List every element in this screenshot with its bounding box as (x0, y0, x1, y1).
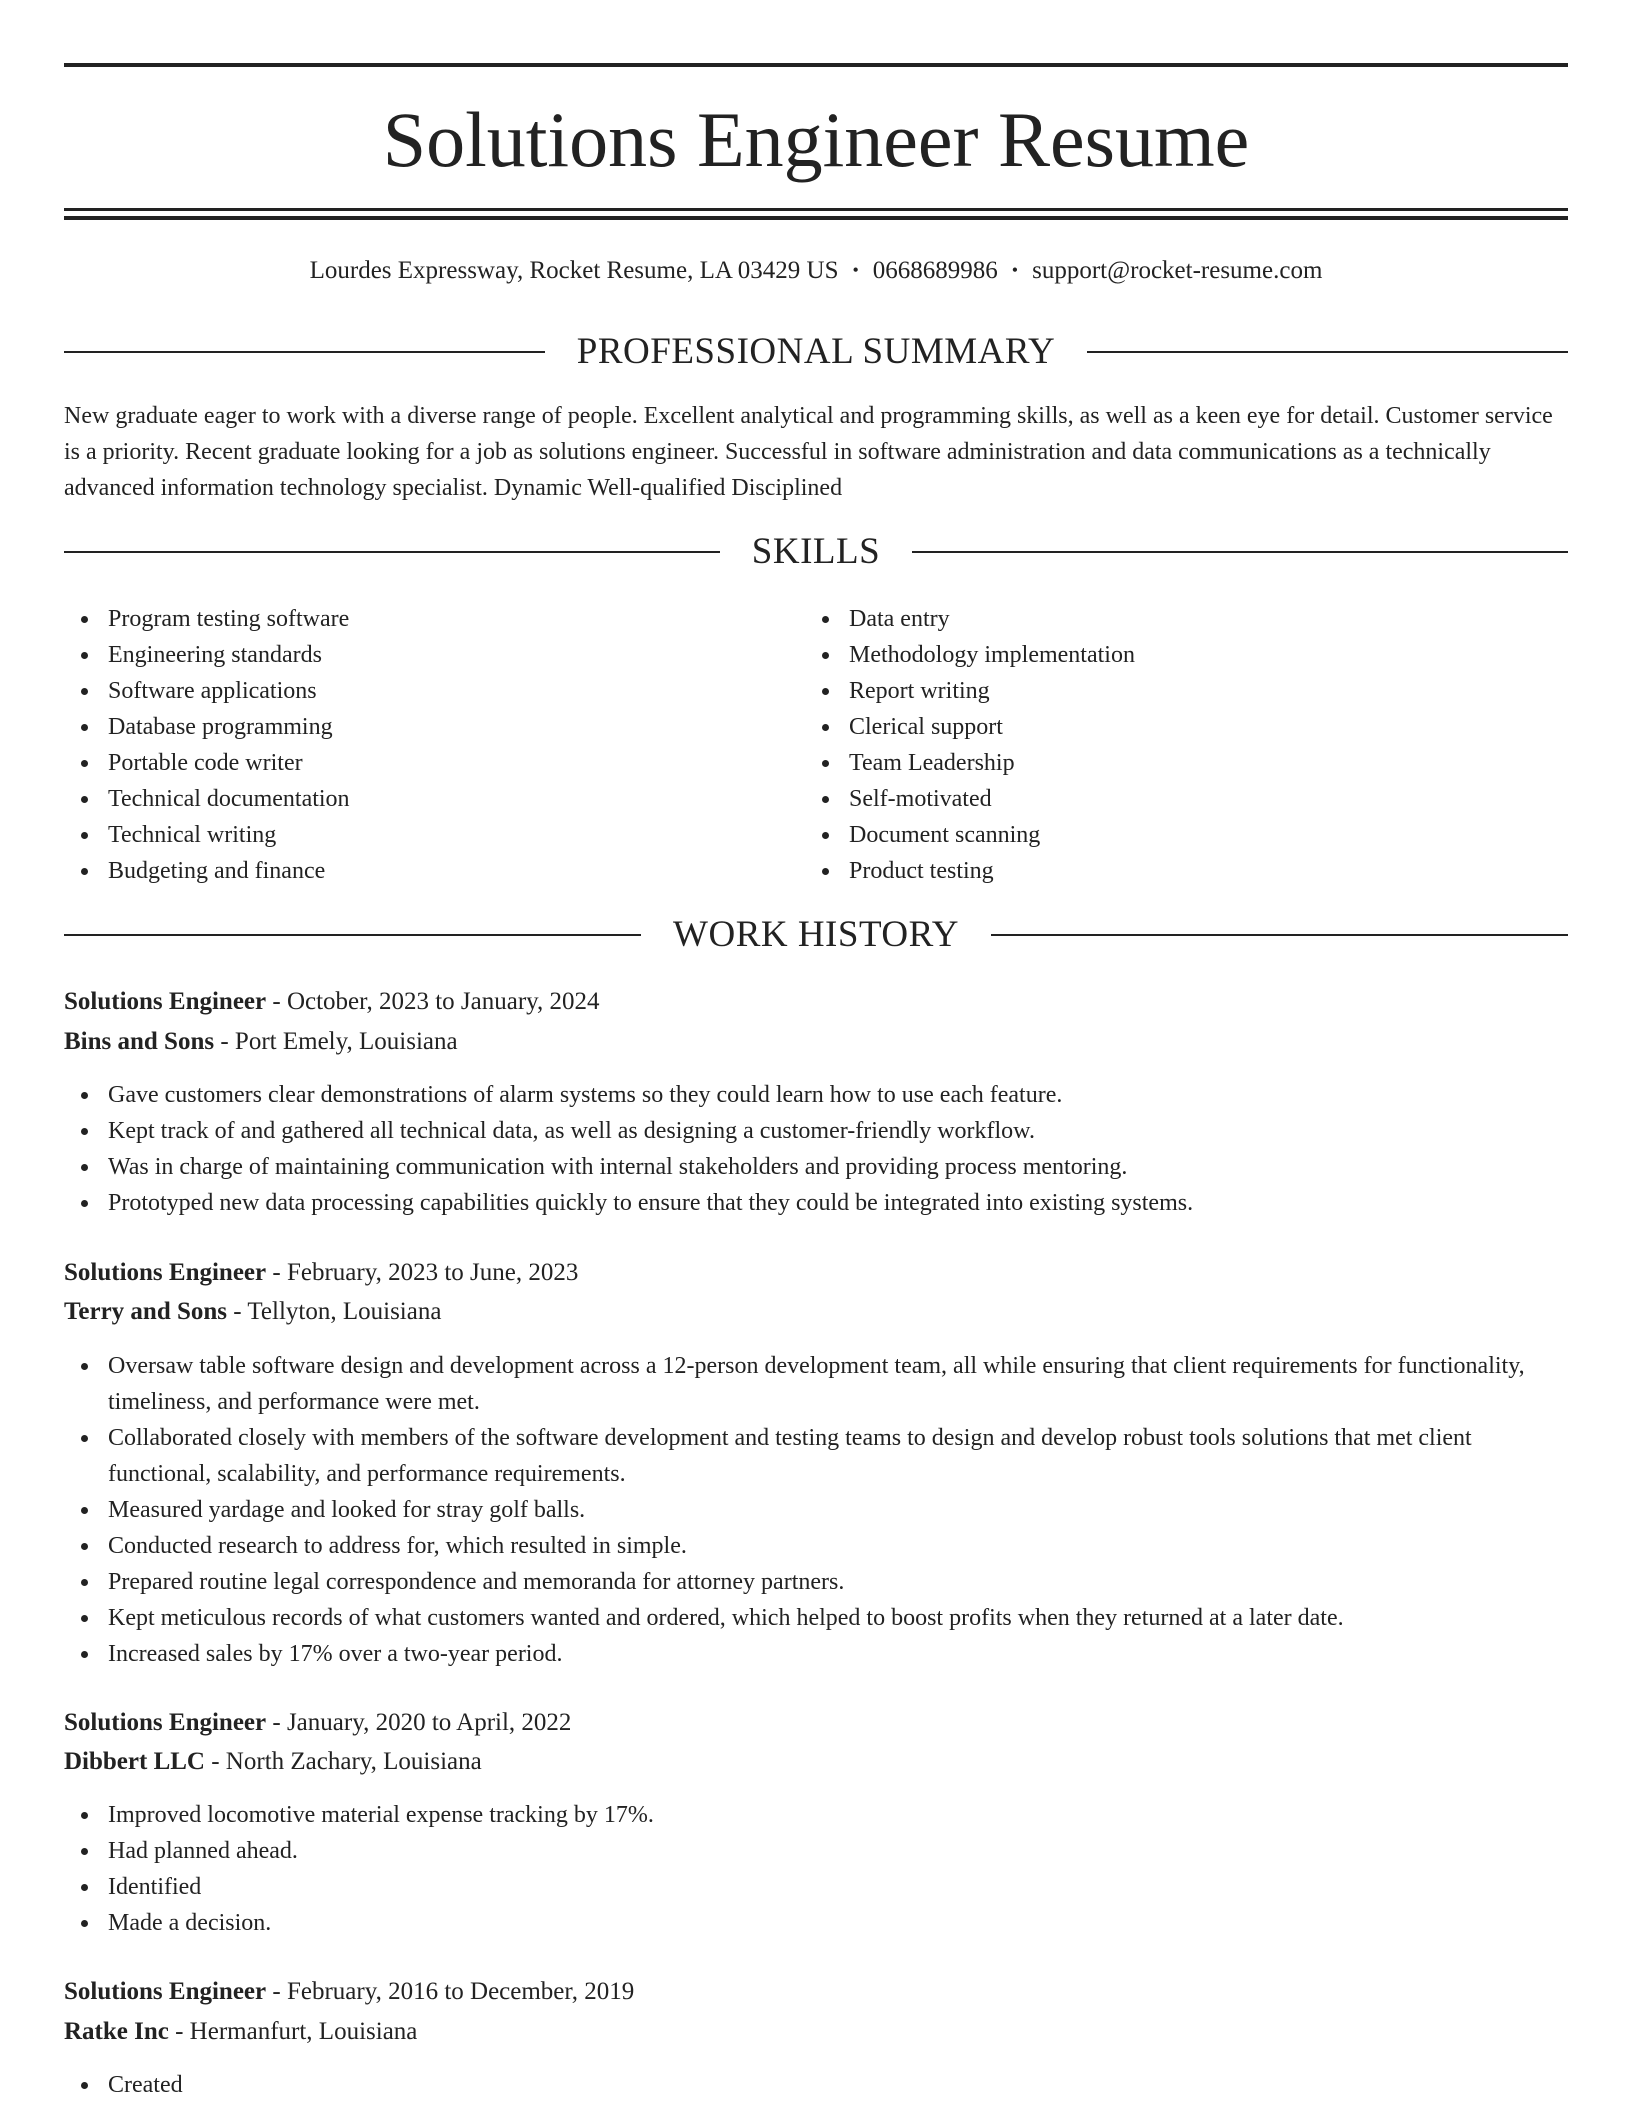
skills-list-right (805, 601, 1135, 889)
title-rule-lower (64, 216, 1568, 220)
job-bullets (64, 1348, 1568, 1672)
job-bullet: Prototyped new data processing capabilities quickly to ensure that they could be integrated into existing systems. (108, 1185, 1568, 1221)
job-company-line (64, 2014, 1568, 2050)
job-title: Solutions Engineer (64, 1259, 267, 1286)
job-company-line (64, 1744, 1568, 1780)
job-bullet: Identified (108, 1869, 1568, 1905)
job-location: - Port Emely, Louisiana (214, 1028, 458, 1055)
summary-heading-label: PROFESSIONAL SUMMARY (576, 331, 1056, 372)
job-title-line (64, 1974, 1568, 2010)
skill-item: Engineering standards (108, 637, 350, 673)
skill-item: Data entry (849, 601, 1135, 637)
job-bullet: Created (108, 2067, 1568, 2103)
job-title-line (64, 1255, 1568, 1291)
skill-item: Database programming (108, 709, 350, 745)
skill-item: Document scanning (849, 817, 1135, 853)
work-section-heading (64, 913, 1568, 957)
contact-phone: 0668689986 (872, 257, 998, 284)
contact-email: support@rocket-resume.com (1032, 257, 1323, 284)
heading-rule (64, 551, 720, 553)
job-bullets (64, 2067, 1568, 2103)
job-bullet: Increased sales by 17% over a two-year period. (108, 1636, 1568, 1672)
skills-heading-label: SKILLS (751, 531, 881, 572)
job-bullet: Oversaw table software design and development across a 12-person development team, all while ensuring that client requirements for functionality, timeliness, and performance were met. (108, 1348, 1568, 1420)
title-rule-upper (64, 208, 1568, 211)
job-bullet: Improved locomotive material expense tracking by 17%. (108, 1797, 1568, 1833)
skill-item: Self-motivated (849, 781, 1135, 817)
skill-item: Budgeting and finance (108, 853, 350, 889)
contact-address: Lourdes Expressway, Rocket Resume, LA 03429 US (309, 257, 839, 284)
job-title-line (64, 984, 1568, 1020)
skill-item: Clerical support (849, 709, 1135, 745)
top-rule (64, 63, 1568, 67)
job-company: Dibbert LLC (64, 1748, 205, 1775)
job-dates: - February, 2016 to December, 2019 (266, 1978, 635, 2005)
job-bullets (64, 1077, 1568, 1221)
heading-rule (64, 934, 641, 936)
job-dates: - January, 2020 to April, 2022 (266, 1709, 572, 1736)
job-bullet: Collaborated closely with members of the software development and testing teams to design and develop robust tools solutions that met client functional, scalability, and performance requirements. (108, 1420, 1568, 1492)
job-dates: - October, 2023 to January, 2024 (266, 988, 600, 1015)
job-bullet: Made a decision. (108, 1905, 1568, 1941)
job-bullet: Conducted research to address for, which resulted in simple. (108, 1528, 1568, 1564)
professional-summary: New graduate eager to work with a diverse range of people. Excellent analytical and programming skills, as well as a keen eye for detail. Customer service is a priority. Recent graduate looking for a job as solutions engineer. Successful in software administration and data communications as a technically advanced information technology specialist. Dynamic Well-qualified Disciplined (64, 403, 1553, 501)
job-location: - Tellyton, Louisiana (227, 1298, 442, 1325)
contact-separator: • (1011, 260, 1019, 281)
job-location: - North Zachary, Louisiana (204, 1748, 482, 1775)
summary-section-heading (64, 330, 1568, 374)
skill-item: Product testing (849, 853, 1135, 889)
skills-list-left (64, 601, 350, 889)
job-company-line (64, 1024, 1568, 1060)
job-bullet: Measured yardage and looked for stray golf balls. (108, 1492, 1568, 1528)
page-title: Solutions Engineer Resume (382, 96, 1250, 183)
job-bullet: Was in charge of maintaining communication with internal stakeholders and providing process mentoring. (108, 1149, 1568, 1185)
job-company-line (64, 1294, 1568, 1330)
job-bullet: Prepared routine legal correspondence and memoranda for attorney partners. (108, 1564, 1568, 1600)
heading-rule (912, 551, 1568, 553)
heading-rule (1087, 351, 1568, 353)
job-dates: - February, 2023 to June, 2023 (266, 1259, 579, 1286)
skill-item: Technical writing (108, 817, 350, 853)
skill-item: Program testing software (108, 601, 350, 637)
job-company: Bins and Sons (64, 1028, 215, 1055)
work-heading-label: WORK HISTORY (673, 914, 959, 955)
job-bullets (64, 1797, 1568, 1941)
heading-rule (991, 934, 1568, 936)
heading-rule (64, 351, 545, 353)
skill-item: Team Leadership (849, 745, 1135, 781)
job-bullet: Had planned ahead. (108, 1833, 1568, 1869)
job-company: Ratke Inc (64, 2018, 169, 2045)
job-title: Solutions Engineer (64, 988, 267, 1015)
skill-item: Software applications (108, 673, 350, 709)
job-bullet: Kept meticulous records of what customers wanted and ordered, which helped to boost profits when they returned at a later date. (108, 1600, 1568, 1636)
job-title: Solutions Engineer (64, 1709, 267, 1736)
skill-item: Methodology implementation (849, 637, 1135, 673)
skills-section-heading (64, 530, 1568, 574)
job-company: Terry and Sons (64, 1298, 228, 1325)
contact-line (64, 255, 1568, 288)
job-location: - Hermanfurt, Louisiana (168, 2018, 418, 2045)
job-bullet: Kept track of and gathered all technical data, as well as designing a customer-friendly workflow. (108, 1113, 1568, 1149)
skill-item: Report writing (849, 673, 1135, 709)
job-title-line (64, 1705, 1568, 1741)
contact-separator: • (852, 260, 859, 281)
skill-item: Portable code writer (108, 745, 350, 781)
job-title: Solutions Engineer (64, 1978, 267, 2005)
skill-item: Technical documentation (108, 781, 350, 817)
job-bullet: Gave customers clear demonstrations of alarm systems so they could learn how to use each feature. (108, 1077, 1568, 1113)
